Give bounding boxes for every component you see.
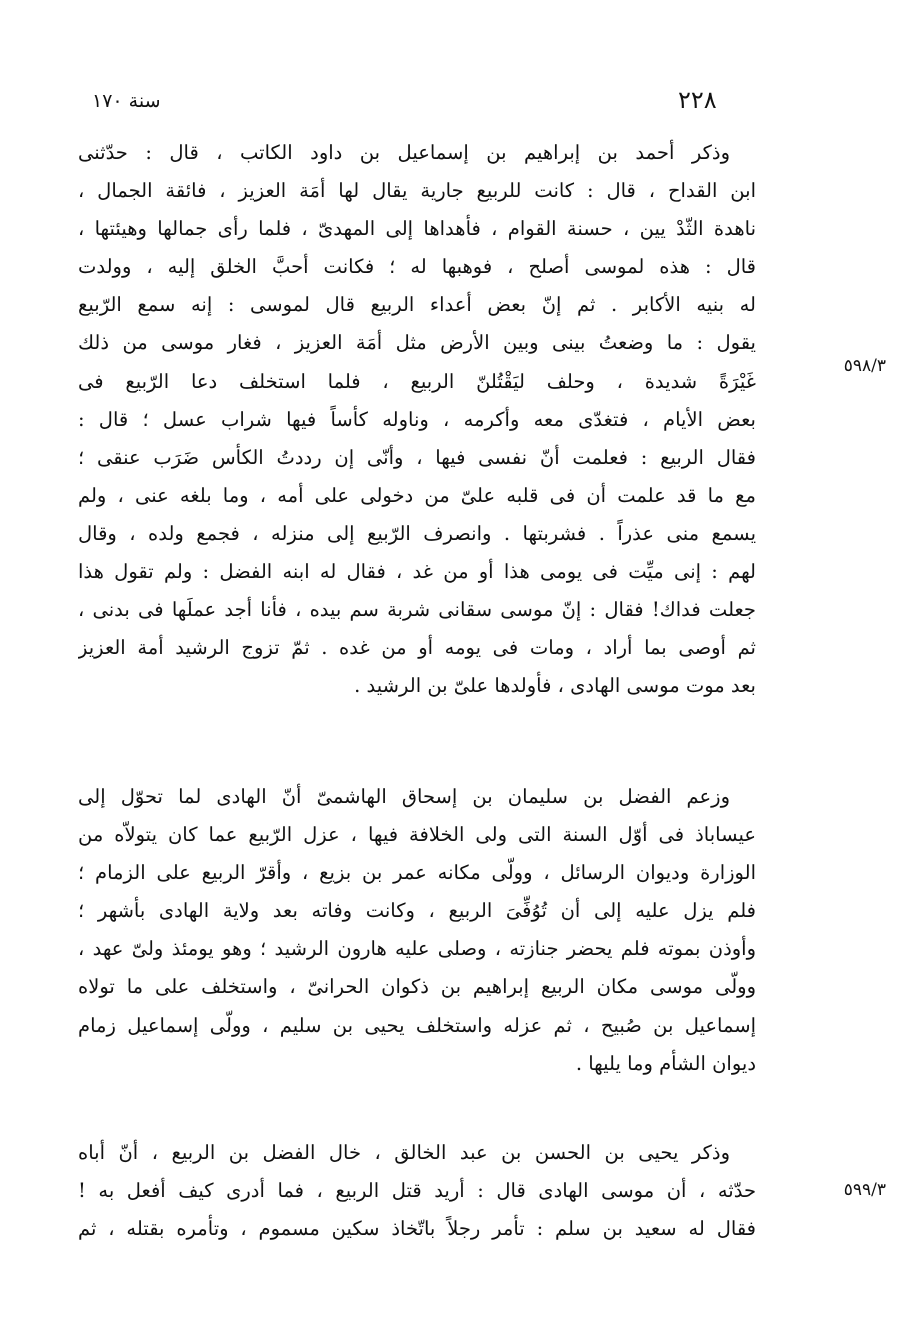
text-line: بعد موت موسى الهادى ، فأولدها علىّ بن الرشيد .: [354, 674, 756, 698]
text-line: فقال الربيع : فعلمت أنّ نفسى فيها ، وأنّى إن رددتُ الكأس ضَرَب عنقى ؛: [78, 445, 756, 469]
text-line: جعلت فداك! فقال : إنّ موسى سقانى شربة سم بيده ، فأنا أجد عملَها فى بدنى ،: [78, 598, 756, 622]
text-line: فقال له سعيد بن سلم : تأمر رجلاً باتّخاذ سكين مسموم ، وتأمره بقتله ، ثم: [78, 1217, 756, 1241]
text-line: حدّثه ، أن موسى الهادى قال : أريد قتل الربيع ، فما أدرى كيف أفعل به !: [78, 1179, 756, 1203]
text-line: قال : هذه لموسى أصلح ، فوهبها له ؛ فكانت أحبَّ الخلق إليه ، وولدت: [78, 255, 756, 279]
text-line: يسمع منى عذراً . فشربتها . وانصرف الرّبيع إلى منزله ، فجمع ولده ، وقال: [78, 521, 756, 545]
text-line: فلم يزل عليه إلى أن تُوُفِّىَ الربيع ، وكانت وفاته بعد ولاية الهادى بأشهر ؛: [78, 899, 756, 923]
text-line: له بنيه الأكابر . ثم إنّ بعض أعداء الربيع قال لموسى : إنه سمع الرّبيع: [78, 293, 756, 317]
text-line: إسماعيل بن صُبيح ، ثم عزله واستخلف يحيى بن سليم ، وولّى إسماعيل زمام: [78, 1013, 756, 1037]
year-label: سنة ١٧٠: [92, 90, 161, 112]
paragraph-3: [78, 1134, 756, 1248]
text-line: ناهدة الثّدْ يين ، حسنة القوام ، فأهداها إلى المهدىّ ، فلما رأى جمالها وهيئتها ،: [78, 217, 756, 241]
paragraph-2: [78, 778, 756, 1083]
text-line: وزعم الفضل بن سليمان بن إسحاق الهاشمىّ أنّ الهادى لما تحوّل إلى: [78, 785, 730, 808]
text-line: وذكر يحيى بن الحسن بن عبد الخالق ، خال الفضل بن الربيع ، أنّ أباه: [78, 1141, 730, 1164]
text-line: عيساباذ فى أوّل السنة التى ولى الخلافة فيها ، عزل الرّبيع عما كان يتولاّه من: [78, 823, 756, 847]
margin-reference: ٥٩٨/٣: [843, 356, 886, 376]
text-line: ابن القداح ، قال : كانت للربيع جارية يقال لها أمَة العزيز ، فائقة الجمال ،: [78, 179, 756, 203]
paragraph-1: [78, 134, 756, 705]
text-line: وأوذن بموته فلم يحضر جنازته ، وصلى عليه هارون الرشيد ؛ وهو يومئذ ولىّ عهد ،: [78, 937, 756, 961]
margin-reference: ٥٩٩/٣: [843, 1180, 886, 1200]
text-line: وذكر أحمد بن إبراهيم بن إسماعيل بن داود الكاتب ، قال : حدّثنى: [78, 141, 730, 164]
text-line: مع ما قد علمت أن فى قلبه علىّ من دخولى على أمه ، وما بلغه عنى ، ولم: [78, 483, 756, 507]
text-line: ديوان الشأم وما يليها .: [575, 1051, 756, 1075]
text-line: ثم أوصى بما أراد ، ومات فى يومه أو من غده . ثمّ تزوج الرشيد أمة العزيز: [78, 636, 756, 660]
text-line: بعض الأيام ، فتغدّى معه وأكرمه ، وناوله كأساً فيها شراب عسل ؛ قال :: [78, 407, 756, 431]
text-line: الوزارة وديوان الرسائل ، وولّى مكانه عمر بن بزيع ، وأقرّ الربيع على الزمام ؛: [78, 861, 756, 885]
page-number: ٢٢٨: [678, 86, 717, 114]
text-line: يقول : ما وضعتُ بينى وبين الأرض مثل أمَة العزيز ، فغار موسى من ذلك: [78, 331, 756, 355]
text-line: لهم : إنى ميِّت فى يومى هذا أو من غد ، فقال له ابنه الفضل : ولم تقول هذا: [78, 560, 756, 584]
text-line: غَيْرَةً شديدة ، وحلف ليَقْتُلنّ الربيع ، فلما استخلف دعا الرّبيع فى: [78, 369, 756, 393]
text-line: وولّى موسى مكان الربيع إبراهيم بن ذكوان الحرانىّ ، واستخلف على ما تولاه: [78, 975, 756, 999]
